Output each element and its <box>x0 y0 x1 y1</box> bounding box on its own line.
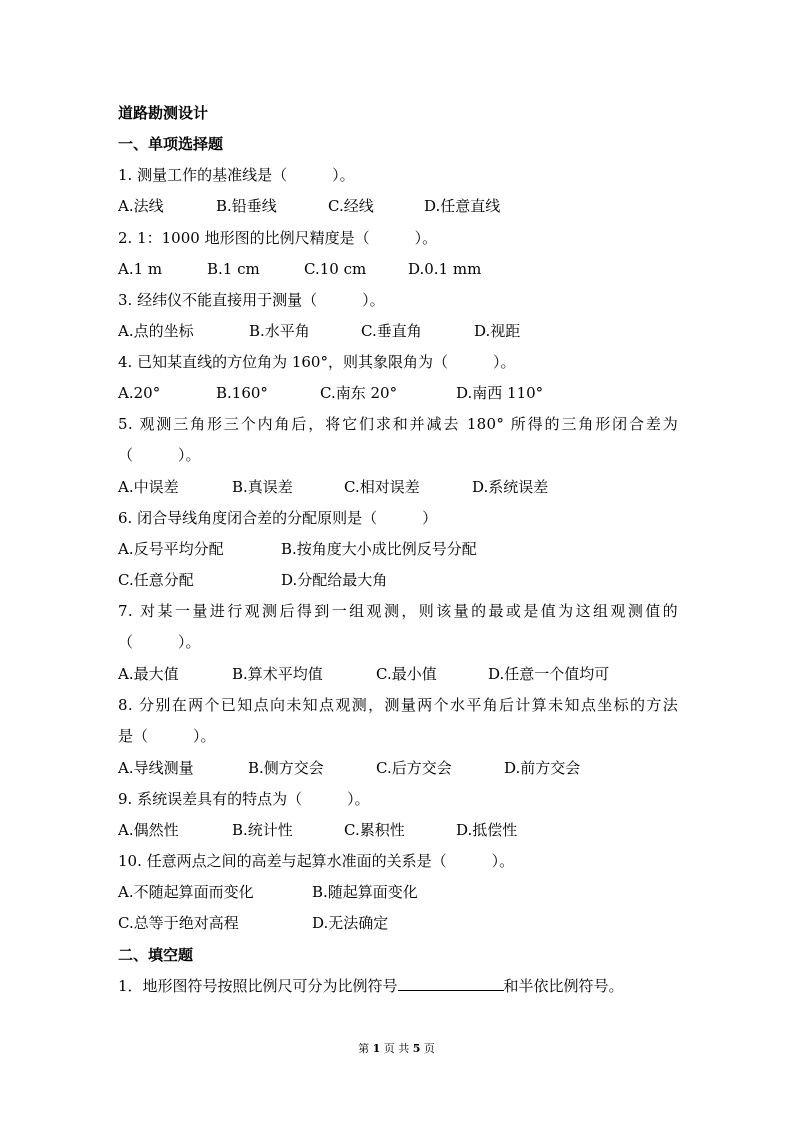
q7-option-d: D.任意一个值均可 <box>488 665 610 683</box>
q5-option-d: D.系统误差 <box>472 478 549 496</box>
fill-question-1-text: 1．地形图符号按照比例尺可分为比例符号 <box>118 977 398 995</box>
q3-option-b: B.水平角 <box>249 322 310 340</box>
question-1: 1. 测量工作的基准线是（ ）。 <box>118 166 355 184</box>
q8-option-a: A.导线测量 <box>118 759 194 777</box>
footer-text: 页 共 <box>380 1042 413 1055</box>
q10-option-d: D.无法确定 <box>312 914 389 932</box>
page-footer <box>0 1042 793 1056</box>
document-title: 道路勘测设计 <box>118 104 209 122</box>
q8-option-d: D.前方交会 <box>504 759 581 777</box>
q4-option-a: A.20° <box>118 384 161 402</box>
question-4: 4. 已知某直线的方位角为 160°，则其象限角为（ ）。 <box>118 353 516 371</box>
q5-option-a: A.中误差 <box>118 478 179 496</box>
question-6: 6. 闭合导线角度闭合差的分配原则是（ ） <box>118 509 438 527</box>
footer-page-number: 1 <box>372 1042 381 1055</box>
q9-option-c: C.累积性 <box>344 821 405 839</box>
q6-option-b: B.按角度大小成比例反号分配 <box>281 540 477 558</box>
q6-option-a: A.反号平均分配 <box>118 540 224 558</box>
q3-option-d: D.视距 <box>474 322 521 340</box>
question-10: 10. 任意两点之间的高差与起算水准面的关系是（ ）。 <box>118 852 515 870</box>
question-5-cont: （ ）。 <box>118 446 201 464</box>
q2-option-c: C.10 cm <box>304 260 367 278</box>
answer-blank <box>398 976 504 991</box>
q3-option-a: A.点的坐标 <box>118 322 194 340</box>
q6-option-d: D.分配给最大角 <box>281 571 388 589</box>
question-2: 2. 1：1000 地形图的比例尺精度是（ ）。 <box>118 229 438 247</box>
q9-option-d: D.抵偿性 <box>456 821 518 839</box>
question-9: 9. 系统误差具有的特点为（ ）。 <box>118 790 370 808</box>
question-3: 3. 经纬仪不能直接用于测量（ ）。 <box>118 291 385 309</box>
section-heading-fill: 二、填空题 <box>118 946 194 964</box>
section-heading-choice: 一、单项选择题 <box>118 135 224 153</box>
q2-option-d: D.0.1 mm <box>408 260 482 278</box>
q1-option-b: B.铅垂线 <box>216 197 277 215</box>
question-7: 7. 对某一量进行观测后得到一组观测，则该量的最或是值为这组观测值的 <box>118 602 678 620</box>
q2-option-a: A.1 m <box>118 260 163 278</box>
question-5: 5. 观测三角形三个内角后，将它们求和并减去 180° 所得的三角形闭合差为 <box>118 415 678 433</box>
q5-option-b: B.真误差 <box>232 478 293 496</box>
q10-option-c: C.总等于绝对高程 <box>118 914 239 932</box>
q1-option-d: D.任意直线 <box>424 197 501 215</box>
q5-option-c: C.相对误差 <box>344 478 420 496</box>
question-8: 8. 分别在两个已知点向未知点观测，测量两个水平角后计算未知点坐标的方法 <box>118 696 678 714</box>
fill-question-1-text-end: 和半依比例符号。 <box>503 977 624 995</box>
footer-text: 第 <box>358 1042 373 1055</box>
q7-option-b: B.算术平均值 <box>232 665 323 683</box>
q4-option-d: D.南西 110° <box>456 384 544 402</box>
footer-text: 页 <box>420 1042 435 1055</box>
q10-option-a: A.不随起算面而变化 <box>118 883 254 901</box>
q1-option-c: C.经线 <box>328 197 374 215</box>
q4-option-c: C.南东 20° <box>320 384 398 402</box>
question-8-cont: 是（ ）。 <box>118 727 216 745</box>
q3-option-c: C.垂直角 <box>361 322 422 340</box>
q9-option-b: B.统计性 <box>232 821 293 839</box>
q10-option-b: B.随起算面变化 <box>312 883 418 901</box>
q2-option-b: B.1 cm <box>207 260 260 278</box>
question-7-cont: （ ）。 <box>118 633 201 651</box>
q7-option-c: C.最小值 <box>376 665 437 683</box>
footer-total-pages: 5 <box>412 1042 421 1055</box>
q4-option-b: B.160° <box>216 384 268 402</box>
q7-option-a: A.最大值 <box>118 665 179 683</box>
q1-option-a: A.法线 <box>118 197 164 215</box>
q6-option-c: C.任意分配 <box>118 571 194 589</box>
fill-question-1 <box>118 976 624 996</box>
q9-option-a: A.偶然性 <box>118 821 179 839</box>
q8-option-c: C.后方交会 <box>376 759 452 777</box>
q8-option-b: B.侧方交会 <box>248 759 324 777</box>
